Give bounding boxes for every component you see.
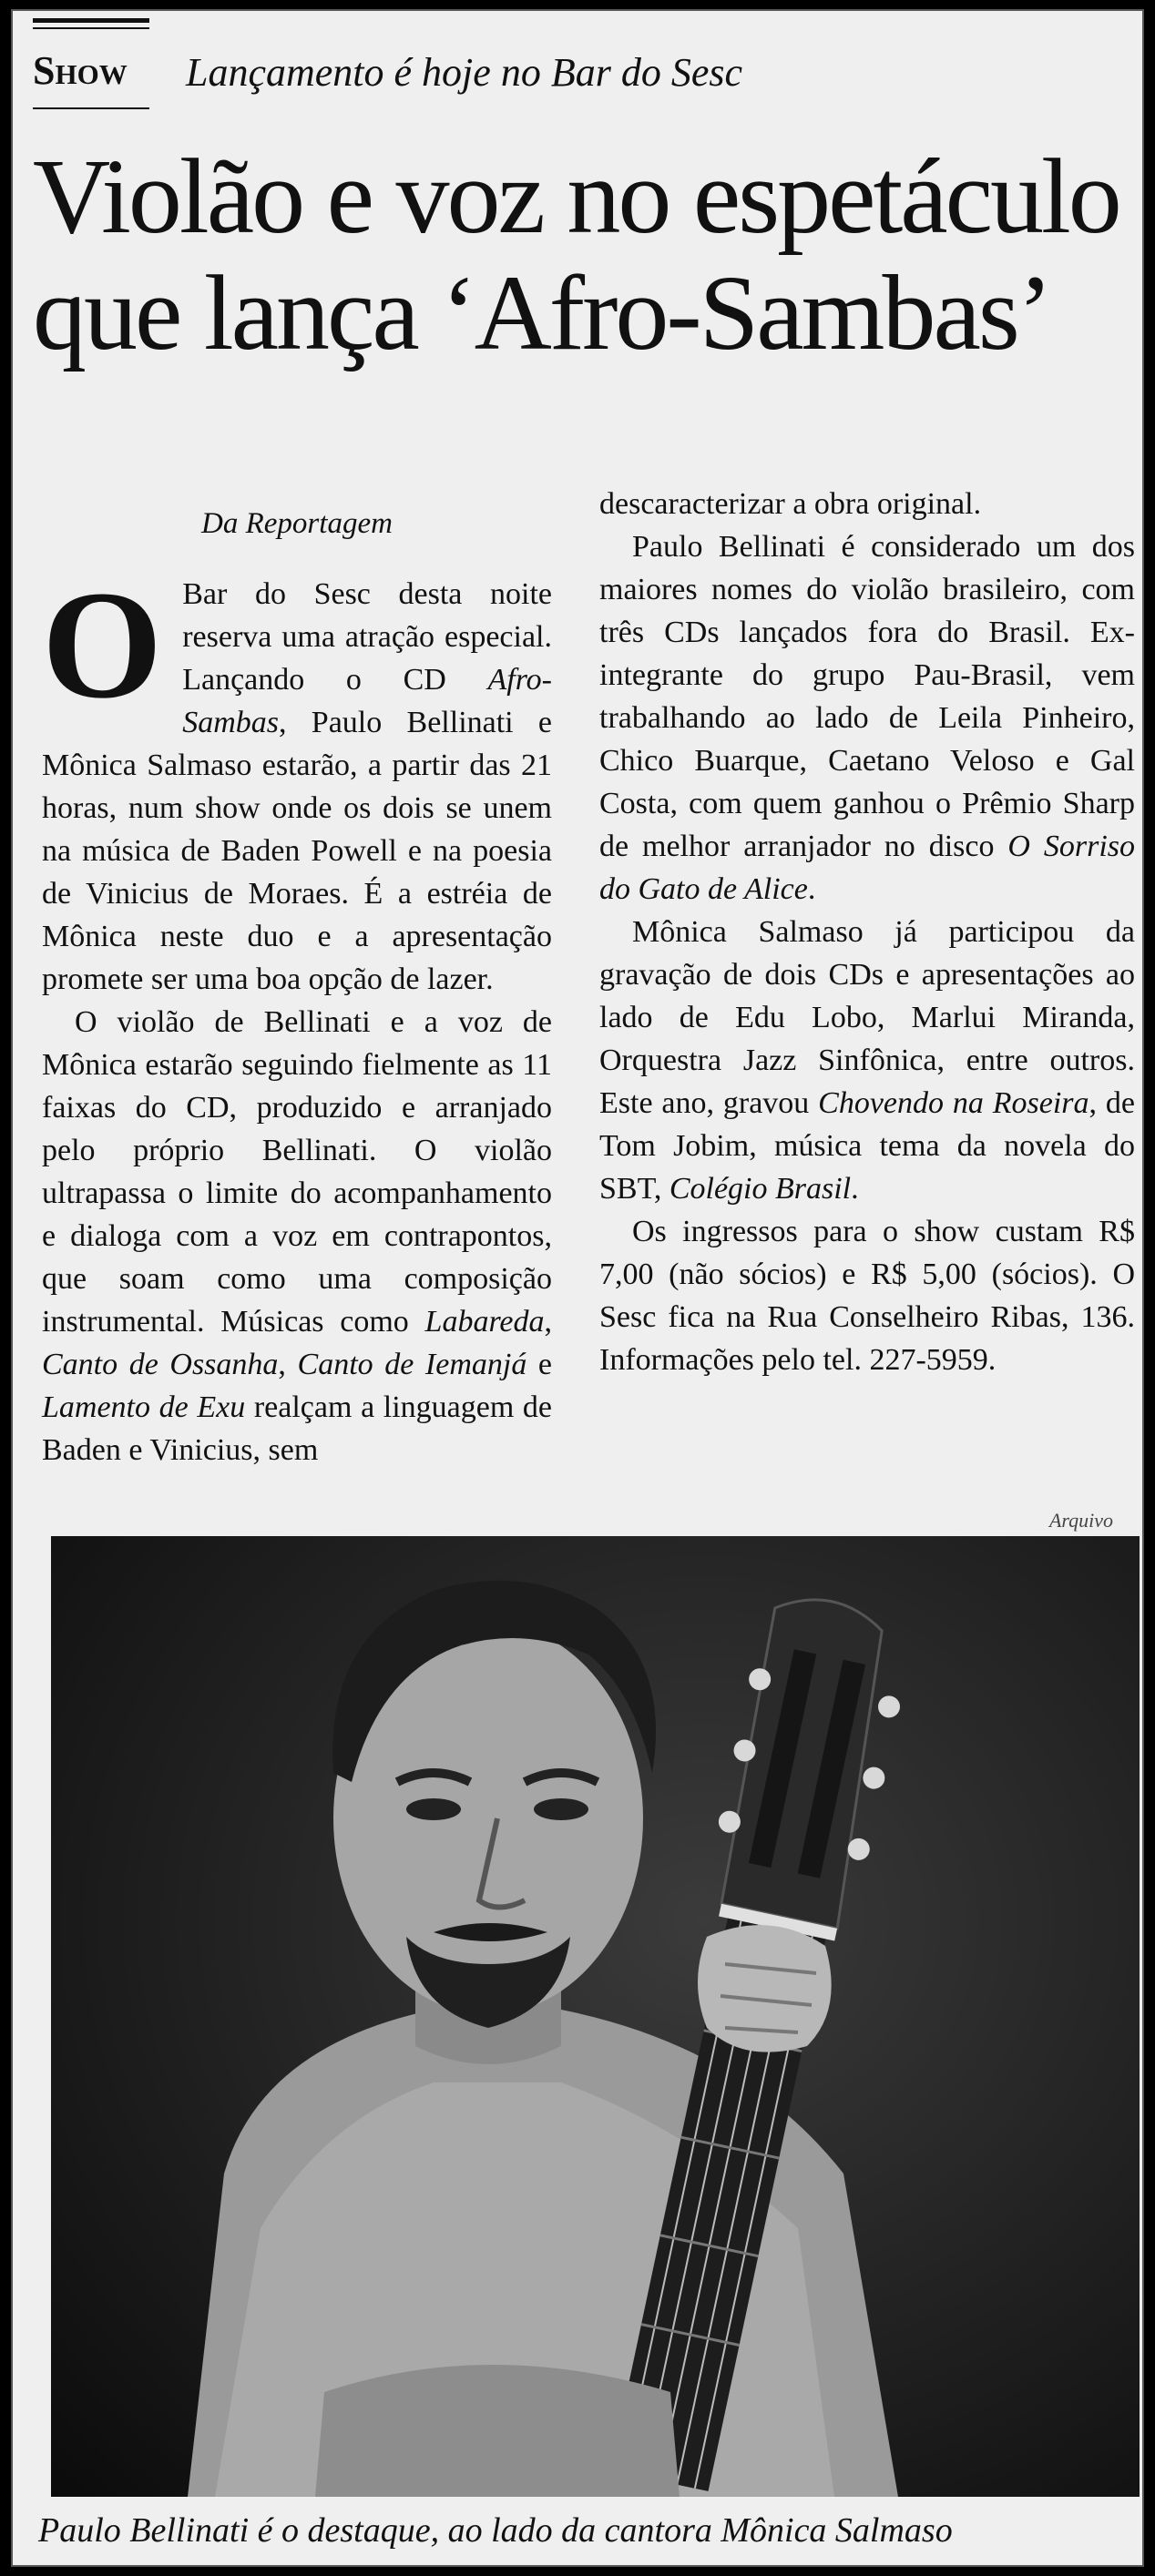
headline-line-2: que lança ‘Afro-Sambas’ — [33, 253, 1051, 372]
r-p2-mid: , de Tom Jobim, música tema da novela do SBT, — [599, 1086, 1135, 1206]
p2-sep-1: , — [544, 1305, 553, 1339]
newspaper-clipping — [11, 9, 1144, 2567]
p2-text: O violão de Bellinati e a voz de Mônica estarão seguindo fielmente as 11 faixas do CD, produzido e arranjado pelo próprio Bellinati. O violão ultrapassa o limite do acompanhamento e dialoga com a voz em contrapontos, que soam como uma composição instrumental. Músicas como — [42, 1005, 552, 1339]
caption-name: Paulo Bellinati — [38, 2511, 250, 2550]
left-column — [42, 494, 552, 1471]
song-canto-de-iemanja: Canto de Iemanjá — [297, 1348, 527, 1381]
caption-text: é o destaque, ao lado da cantora Mônica Salmaso — [257, 2511, 953, 2550]
section-rule-bottom — [33, 107, 149, 109]
photo-caption — [38, 2510, 953, 2551]
p2-and: e — [537, 1348, 553, 1381]
song-chovendo: Chovendo na Roseira — [818, 1086, 1089, 1120]
photo-credit: Arquivo — [1048, 1509, 1113, 1532]
photo-paulo-bellinati — [51, 1536, 1140, 2497]
kicker: Lançamento é hoje no Bar do Sesc — [186, 50, 742, 95]
p1-end: , Paulo Bellinati e Mônica Salmaso estarão, a partir das 21 horas, num show onde os dois se unem na música de Baden Powell e na poesia de Vinicius de Moraes. É a estréia de Mônica neste duo e a apresentação promete ser uma boa opção de lazer. — [42, 706, 552, 996]
portrait-illustration — [51, 1536, 1140, 2497]
p2-end: realçam a linguagem de Baden e Vinicius, sem — [42, 1390, 553, 1467]
section-rule-thin — [33, 27, 149, 29]
section-rule-thick — [33, 18, 149, 23]
novela-title: Colégio Brasil — [669, 1172, 852, 1206]
r-p2-text: Mônica Salmaso já participou da gravação de dois CDs e apresentações ao lado de Edu Lobo, Marlui Miranda, Orquestra Jazz Sinfônica, entre outros. Este ano, gravou — [599, 915, 1135, 1120]
byline: Da Reportagem — [201, 507, 393, 540]
paragraph-2 — [42, 1001, 552, 1471]
right-paragraph-0: descaracterizar a obra original. — [599, 487, 982, 521]
headline-line-1: Violão e voz no espetáculo — [33, 137, 1119, 256]
r-p1-text: Paulo Bellinati é considerado um dos maiores nomes do violão brasileiro, com três CDs lançados fora do Brasil. Ex-integrante do grupo Pau-Brasil, vem trabalhando ao lado de Leila Pinheiro, Chico Buarque, Caetano Veloso e Gal Costa, com quem ganhou o Prêmio Sharp de melhor arranjador no disco — [599, 530, 1135, 863]
right-paragraph-3: Os ingressos para o show custam R$ 7,00 (não sócios) e R$ 5,00 (sócios). O Sesc fica na Rua Conselheiro Ribas, 136. Informações pelo tel. 227-5959. — [599, 1215, 1135, 1377]
p2-sep-2: , — [278, 1348, 286, 1381]
headline — [33, 138, 1126, 372]
paragraph-1 — [42, 559, 552, 1001]
r-p1-end: . — [807, 872, 816, 906]
song-lamento-de-exu: Lamento de Exu — [42, 1390, 246, 1424]
right-column — [599, 483, 1135, 1381]
song-canto-de-ossanha: Canto de Ossanha — [42, 1348, 279, 1381]
p1-text: Bar do Sesc desta noite reserva uma atração especial. Lançando o CD — [182, 577, 552, 697]
section-tag: Show — [33, 48, 128, 93]
right-paragraph-2 — [599, 911, 1135, 1210]
dropcap: O — [42, 559, 163, 730]
album-sorriso: O Sorriso do Gato de Alice — [599, 830, 1135, 906]
album-title: Afro-Sambas — [182, 663, 552, 739]
right-paragraph-1 — [599, 525, 1135, 911]
r-p2-end: . — [851, 1172, 859, 1206]
song-labareda: Labareda — [424, 1305, 545, 1339]
